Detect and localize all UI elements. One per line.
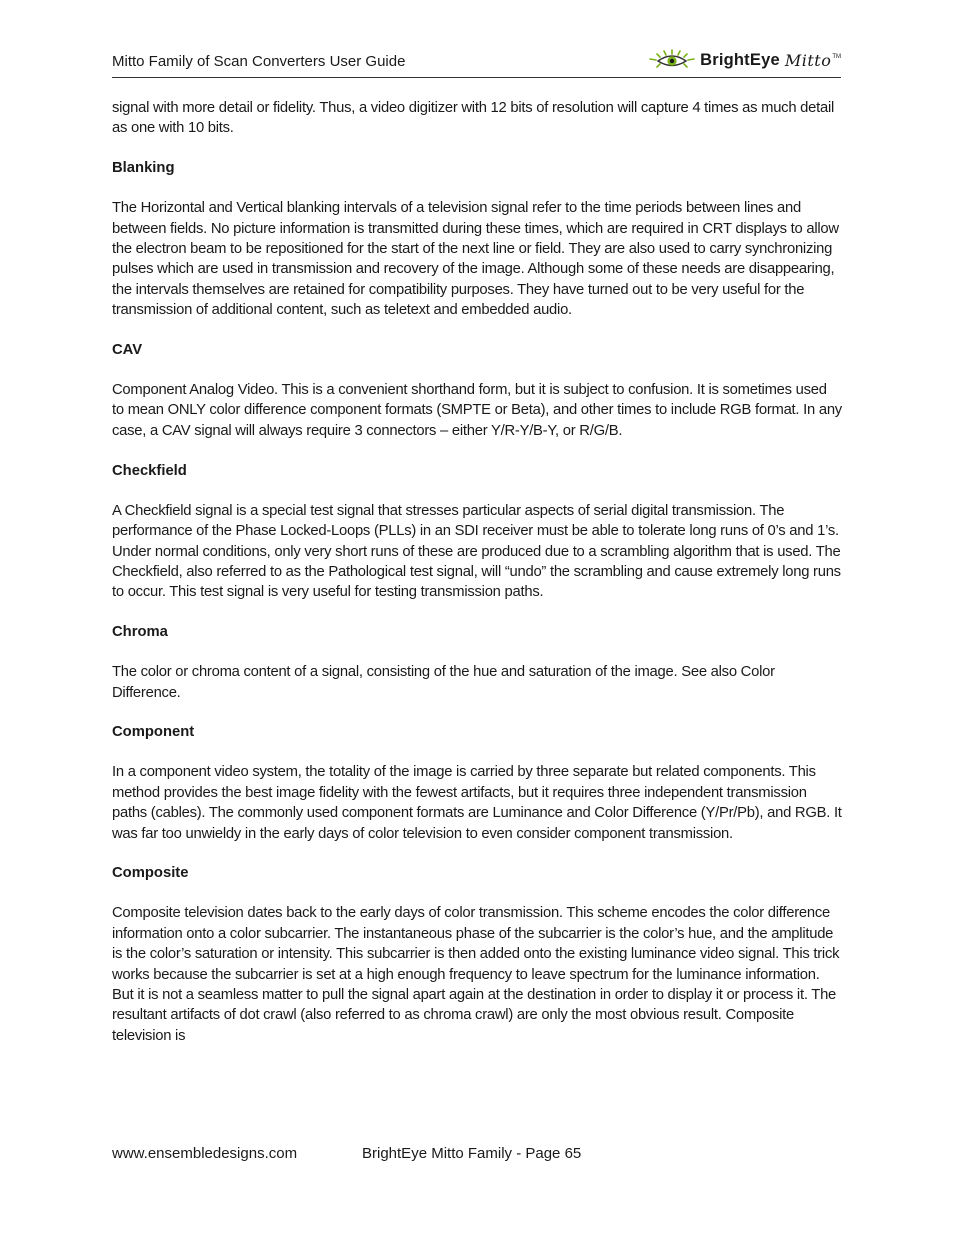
section-heading-checkfield: Checkfield	[112, 462, 187, 479]
section-text-checkfield: A Checkfield signal is a special test signal that stresses particular aspects of serial digital transmission. The performance of the Phase Locked-Loops (PLLs) in an SDI receiver must be able to tolerate long runs of 0’s and 1’s. Under normal conditions, only very short runs of these are produced due to a scrambling algorithm that is used. The Checkfield, also referred to as the Pathological test signal, will “undo” the scrambling and cause extremely long runs to occur. This test signal is very useful for testing transmission paths.	[112, 502, 841, 601]
logo-product-text: Mitto	[784, 50, 832, 70]
section-text-component: In a component video system, the totality of the image is carried by three separate but related components. This method provides the best image fidelity with the fewest artifacts, but it requires three independent transmission paths (cables). The commonly used component formats are Luminance and Color Difference (Y/Pr/Pb), and RGB. It was far too unwieldy in the early days of color television to even consider component transmission.	[112, 764, 842, 842]
footer-page-label: BrightEye Mitto Family - Page 65	[362, 1145, 582, 1162]
section-heading-chroma: Chroma	[112, 624, 168, 641]
section-text-composite: Composite television dates back to the early days of color transmission. This scheme encodes the color difference information onto a color subcarrier. The instantaneous phase of the subcarrier is the color’s hue, and the amplitude is the color’s saturation or intensity. This subcarrier is then added onto the existing luminance video signal. This trick works because the subcarrier is set at a high enough frequency to leave spectrum for the luminance information. But it is not a seamless matter to pull the signal apart again at the destination in order to display it or process it. The resultant artifacts of dot crawl (also referred to as chroma crawl) are only the most obvious result. Composite television is	[112, 905, 840, 1044]
section-text-blanking: The Horizontal and Vertical blanking intervals of a television signal refer to the time periods between lines and between fields. No picture information is transmitted during these times, which are required in CRT displays to allow the electron beam to be repositioned for the start of the next line or field. They are also used to carry synchronizing pulses which are used in transmission and recovery of the image. Although some of these needs are disappearing, the intervals themselves are retained for compatibility purposes. They have turned out to be very useful for the transmission of additional content, such as teletext and embedded audio.	[112, 200, 839, 319]
section-heading-cav: CAV	[112, 342, 143, 359]
eye-logo-icon	[648, 49, 696, 71]
section-heading-composite: Composite	[112, 865, 189, 882]
section-heading-component: Component	[112, 724, 195, 741]
header-title: Mitto Family of Scan Converters User Guide	[112, 53, 406, 70]
logo-trademark: TM	[832, 54, 841, 60]
page-header	[112, 46, 841, 78]
brighteye-mitto-logo	[648, 48, 841, 72]
section-text-cav: Component Analog Video. This is a convenient shorthand form, but it is subject to confusion. It is sometimes used to mean ONLY color difference component formats (SMPTE or Beta), and other times to include RGB format. In any case, a CAV signal will always require 3 connectors – either Y/R-Y/B-Y, or R/G/B.	[112, 382, 842, 439]
page-content	[112, 98, 842, 1066]
section-heading-blanking: Blanking	[112, 160, 175, 177]
intro-paragraph: signal with more detail or fidelity. Thus, a video digitizer with 12 bits of resolution will capture 4 times as much detail as one with 10 bits.	[112, 100, 835, 137]
section-text-chroma: The color or chroma content of a signal, consisting of the hue and saturation of the image. See also Color Difference.	[112, 664, 775, 701]
logo-brand-text: BrightEye	[700, 50, 780, 69]
footer-website: www.ensembledesigns.com	[112, 1145, 298, 1162]
